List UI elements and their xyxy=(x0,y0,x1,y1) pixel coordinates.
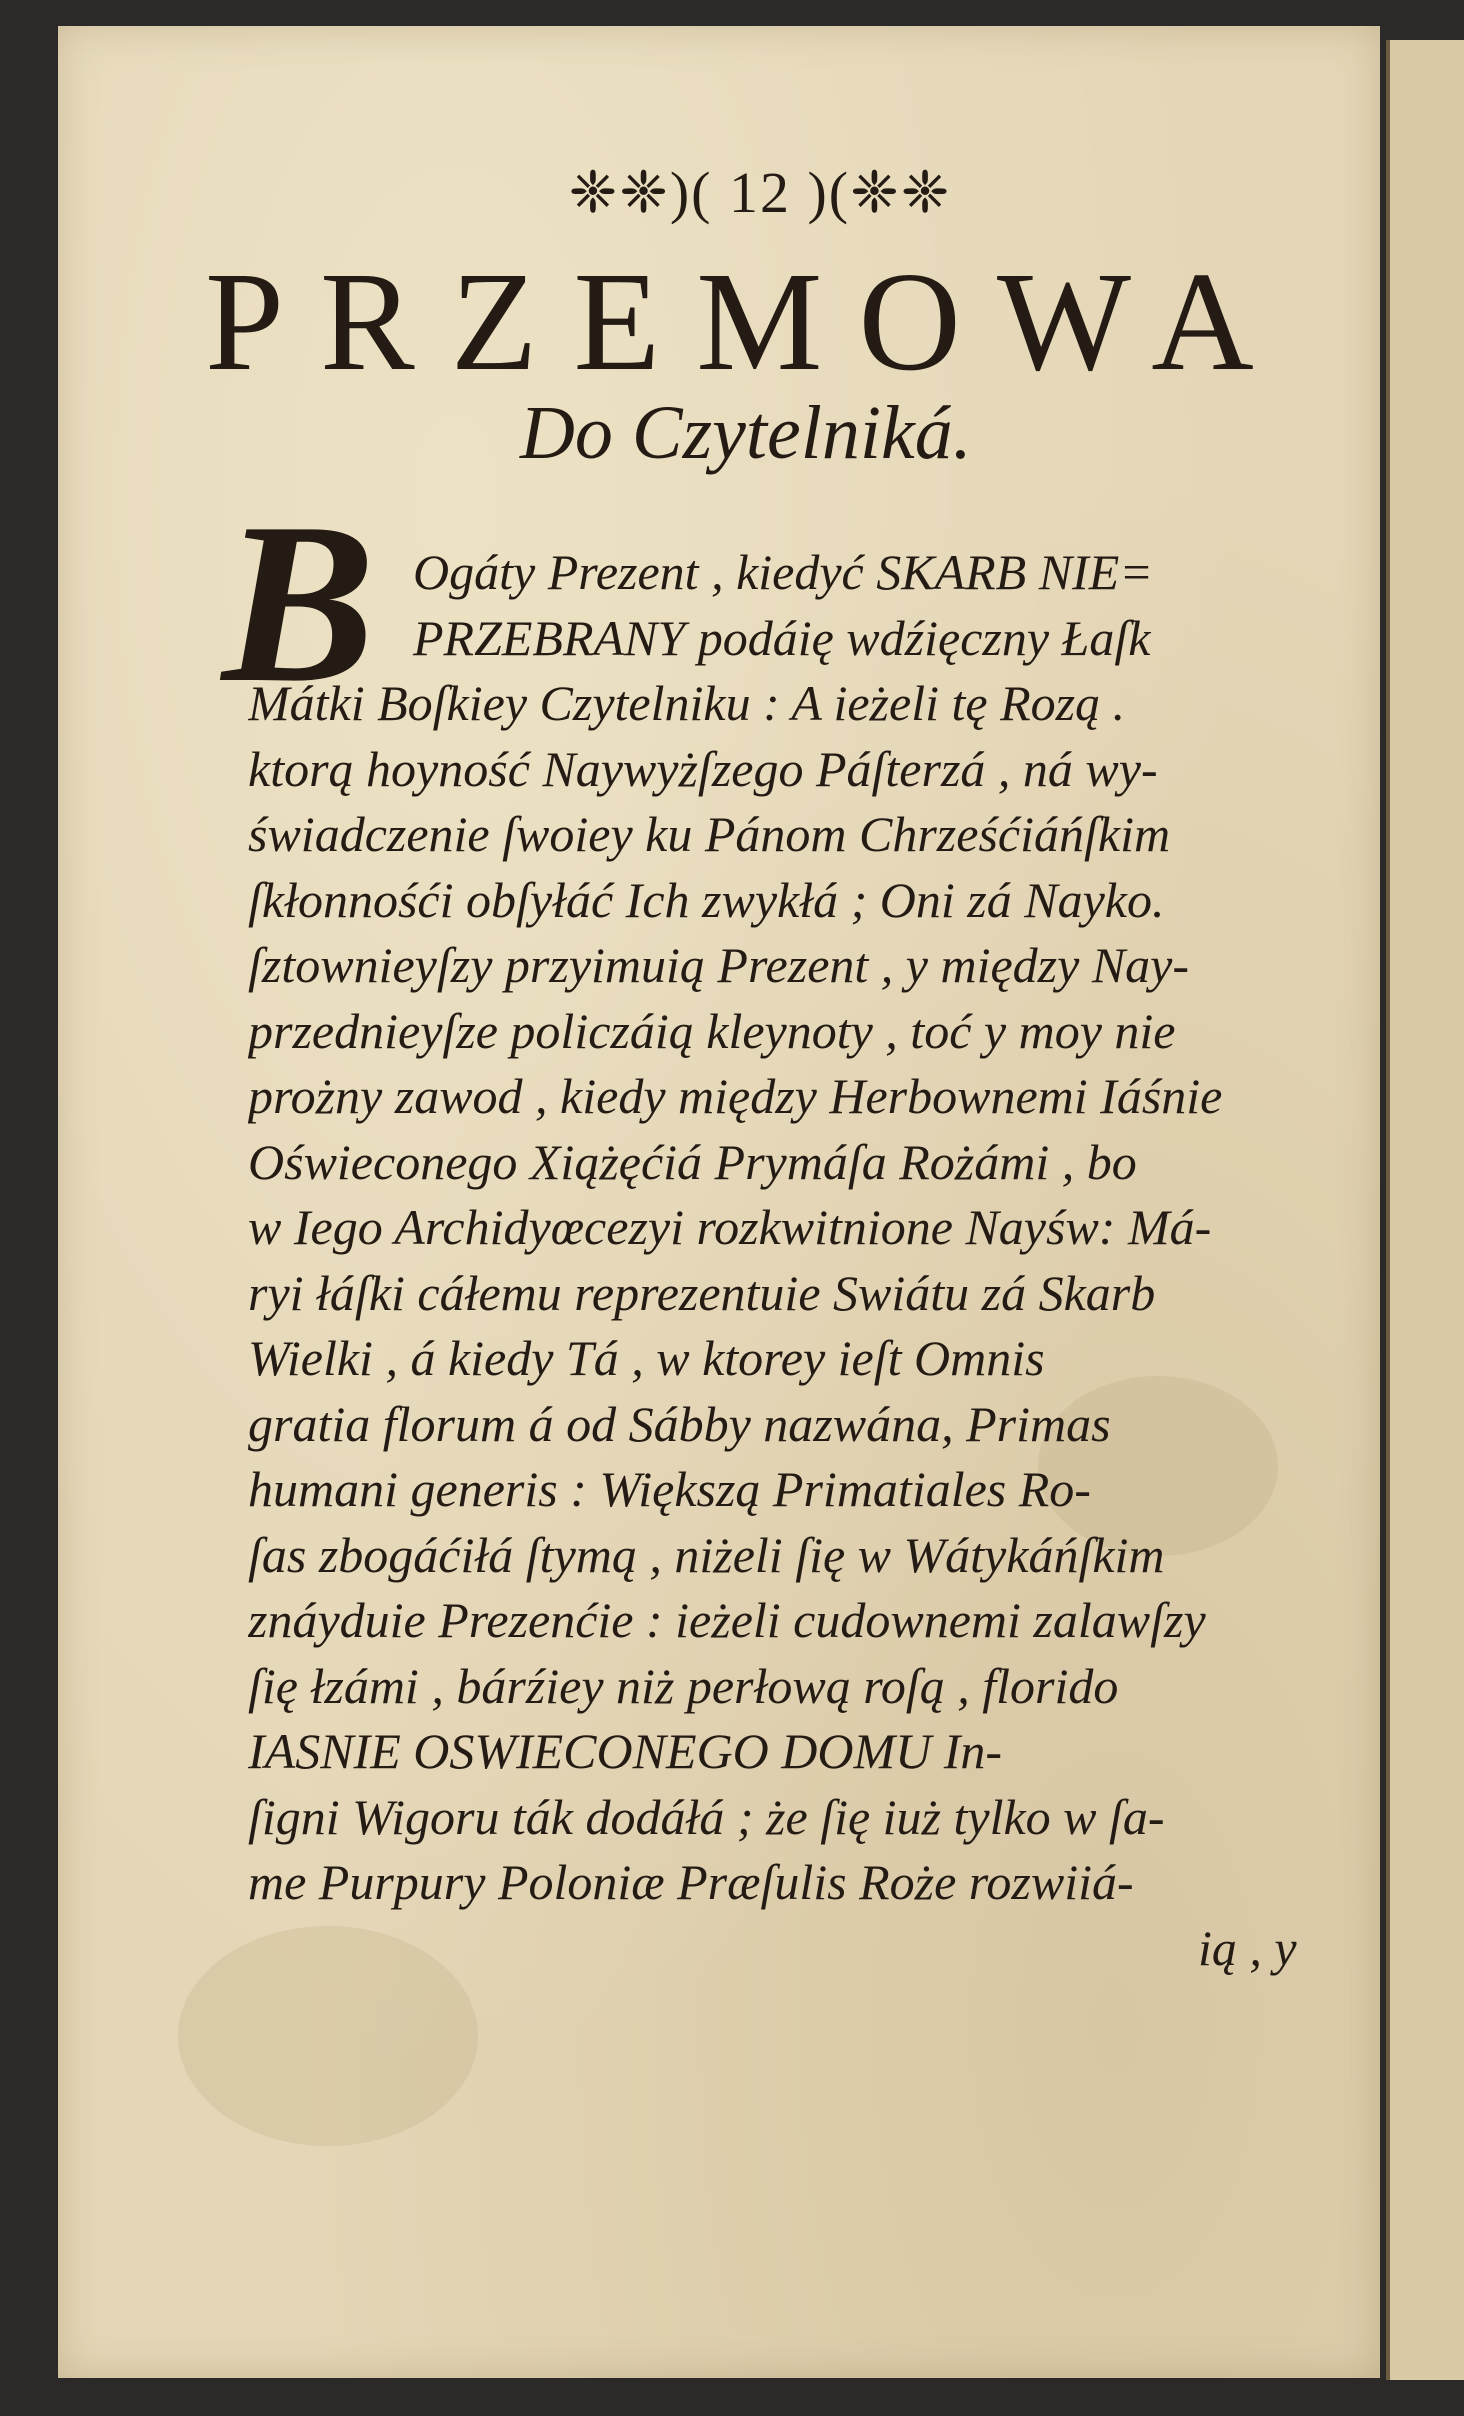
text-line: me Purpury Poloniæ Præſulis Roże rozwiiá- xyxy=(248,1854,1134,1910)
page-title: PRZEMOWA xyxy=(205,242,1290,400)
text-line: ſztownieyſzy przyimuią Prezent , y między Nay- xyxy=(248,937,1190,993)
text-line: IASNIE OSWIECONEGO DOMU In- xyxy=(248,1723,1003,1779)
text-line: humani generis : Większą Primatiales Ro- xyxy=(248,1461,1091,1517)
text-line: Ogáty Prezent , kiedyć SKARB NIE= xyxy=(413,544,1153,600)
text-line: ſas zbogáćiłá ſtymą , niżeli ſię w Wátykáńſkim xyxy=(248,1526,1165,1583)
text-line: Mátki Boſkiey Czytelniku : A ieżeli tę Rozą . xyxy=(248,675,1126,731)
text-line: świadczenie ſwoiey ku Pánom Chrześćiáńſkim xyxy=(248,806,1171,862)
text-line: PRZEBRANY podáię wdźięczny Łaſk xyxy=(413,609,1151,666)
text-line: ktorą hoyność Naywyżſzego Páſterzá , ná wy- xyxy=(248,740,1158,797)
text-line: ſigni Wigoru ták dodáłá ; że ſię iuż tylko w ſa- xyxy=(248,1788,1165,1845)
text-line: przednieyſze policzáią kleynoty , toć y moy nie xyxy=(248,1002,1176,1059)
adjacent-page-edge xyxy=(1386,40,1464,2380)
text-line: Oświeconego Xiążęćiá Prymáſa Rożámi , bo xyxy=(248,1133,1137,1190)
text-line: prożny zawod , kiedy między Herbownemi Iáśnie xyxy=(248,1068,1223,1124)
text-line: w Iego Archidyœcezyi rozkwitnione Nayśw: Má- xyxy=(248,1199,1212,1255)
body-text xyxy=(248,540,1378,1981)
running-head-page-number: ❈❈)( 12 )(❈❈ xyxy=(568,160,952,225)
text-line: ryi łáſki cáłemu reprezentuie Swiátu zá Skarb xyxy=(248,1264,1156,1321)
drop-cap: B xyxy=(222,475,376,730)
text-line: ſię łzámi , bárźiey niż perłową roſą , florido xyxy=(248,1657,1119,1714)
text-line: gratia florum á od Sábby nazwána, Primas xyxy=(248,1395,1111,1452)
catchword: ią , y xyxy=(1198,1919,1297,1976)
text-line: ſkłonnośći obſyłáć Ich zwykłá ; Oni zá Nayko. xyxy=(248,871,1165,928)
page-subtitle: Do Czytelniká. xyxy=(520,391,972,475)
text-line: znáyduie Prezenćie : ieżeli cudownemi zalawſzy xyxy=(248,1592,1206,1648)
text-line: Wielki , á kiedy Tá , w ktorey ieſt Omnis xyxy=(248,1330,1045,1386)
